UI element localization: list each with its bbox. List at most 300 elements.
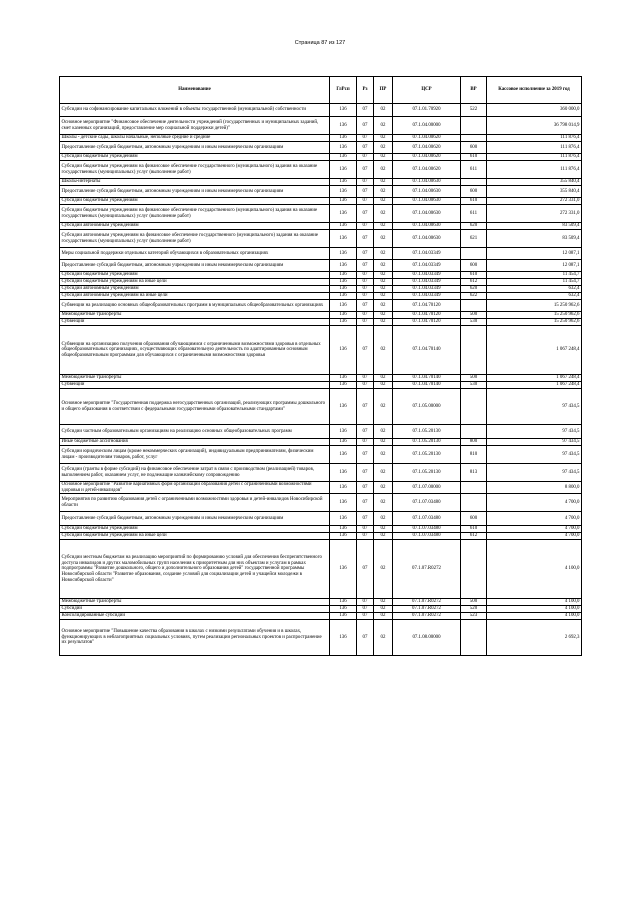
- cell-amount: 36 798 014,9: [487, 117, 582, 135]
- cell-rz: 07: [357, 223, 374, 230]
- table-row: [60, 382, 582, 389]
- cell-glrsp: 136: [330, 300, 357, 312]
- cell-csr: 07.1.04.00000: [393, 117, 461, 135]
- cell-vr: 500: [461, 375, 487, 382]
- cell-name: Предоставление субсидий бюджетным, автономным учреждениям и иным некоммерческим организациям: [60, 186, 330, 198]
- cell-pr: 02: [374, 179, 393, 186]
- cell-pr: 02: [374, 533, 393, 540]
- cell-glrsp: 136: [330, 620, 357, 656]
- table-row: [60, 179, 582, 186]
- table-row: [60, 482, 582, 494]
- cell-name: Межбюджетные трансферты: [60, 375, 330, 382]
- table-row: [60, 154, 582, 161]
- cell-vr: [461, 494, 487, 512]
- cell-csr: 07.1.07.03480: [393, 526, 461, 533]
- cell-name: Субсидии бюджетным учреждениям: [60, 526, 330, 533]
- cell-pr: 02: [374, 464, 393, 482]
- cell-name: Субсидии бюджетным учреждениям на иные цели: [60, 533, 330, 540]
- cell-csr: 07.1.05.20130: [393, 446, 461, 464]
- cell-pr: 02: [374, 326, 393, 375]
- cell-amount: 355 840,4: [487, 179, 582, 186]
- cell-name: Предоставление субсидий бюджетным, автономным учреждениям и иным некоммерческим организациям: [60, 260, 330, 272]
- cell-pr: 02: [374, 161, 393, 179]
- cell-name: Межбюджетные трансферты: [60, 312, 330, 319]
- cell-vr: 800: [461, 439, 487, 446]
- table-row: [60, 512, 582, 526]
- cell-amount: 12 087,1: [487, 260, 582, 272]
- header-rz: Рз: [357, 77, 374, 104]
- table-row: [60, 272, 582, 279]
- cell-amount: 11 454,7: [487, 272, 582, 279]
- cell-glrsp: 136: [330, 293, 357, 300]
- cell-csr: 07.1.04.70120: [393, 300, 461, 312]
- cell-pr: 02: [374, 482, 393, 494]
- cell-pr: 02: [374, 606, 393, 613]
- cell-pr: 02: [374, 230, 393, 248]
- table-row: [60, 260, 582, 272]
- cell-amount: 4 700,0: [487, 526, 582, 533]
- table-row: [60, 230, 582, 248]
- cell-amount: 1 067 248,4: [487, 382, 582, 389]
- cell-name: Субсидии бюджетным учреждениям на финансовое обеспечение государственного (муниципального) задания на оказание государственных (муниципальных) услуг (выполнение работ): [60, 161, 330, 179]
- cell-vr: 522: [461, 104, 487, 117]
- cell-vr: 530: [461, 319, 487, 326]
- table-row: [60, 375, 582, 382]
- cell-name: Субвенции на организацию получения образования обучающимися с ограниченными возможностями здоровья в отдельных общеобразовательных организациях, осуществляющих образовательную деятельность по адаптированным основным общеобразовательным программам для обучающихся с ограниченными возможностями здоровья: [60, 326, 330, 375]
- cell-glrsp: 136: [330, 425, 357, 439]
- cell-rz: 07: [357, 248, 374, 260]
- cell-glrsp: 136: [330, 494, 357, 512]
- cell-amount: 2 692,3: [487, 620, 582, 656]
- cell-glrsp: 136: [330, 186, 357, 198]
- cell-csr: 07.1.04.00630: [393, 205, 461, 223]
- cell-vr: 611: [461, 161, 487, 179]
- cell-rz: 07: [357, 312, 374, 319]
- cell-rz: 07: [357, 439, 374, 446]
- cell-pr: 02: [374, 286, 393, 293]
- cell-rz: 07: [357, 293, 374, 300]
- cell-rz: 07: [357, 286, 374, 293]
- cell-name: Субсидии юридическим лицам (кроме некоммерческих организаций), индивидуальным предпринимателям, физическим лицам - производителям товаров, работ, услуг: [60, 446, 330, 464]
- cell-amount: 4 100,0: [487, 540, 582, 599]
- cell-csr: 07.1.05.20130: [393, 464, 461, 482]
- cell-vr: 621: [461, 230, 487, 248]
- table-row: [60, 425, 582, 439]
- cell-glrsp: 136: [330, 613, 357, 620]
- cell-csr: 07.1.04.00620: [393, 161, 461, 179]
- cell-name: Основное мероприятие "Повышение качества образования в школах с низкими результатами обучения и в школах, функционирующих в неблагоприятных социальных условиях, путем реализации региональных проектов и распространение их результатов": [60, 620, 330, 656]
- cell-csr: 07.1.04.00630: [393, 223, 461, 230]
- cell-name: Субсидии автономным учреждениям: [60, 286, 330, 293]
- cell-csr: 07.1.04.00620: [393, 142, 461, 154]
- cell-csr: 07.1.04.70140: [393, 326, 461, 375]
- cell-pr: 02: [374, 186, 393, 198]
- table-row: [60, 326, 582, 375]
- cell-glrsp: 136: [330, 223, 357, 230]
- cell-pr: 02: [374, 620, 393, 656]
- cell-csr: 07.1.04.03349: [393, 279, 461, 286]
- cell-vr: [461, 248, 487, 260]
- cell-name: Субсидии бюджетным учреждениям: [60, 272, 330, 279]
- cell-name: Субвенции: [60, 319, 330, 326]
- table-row: [60, 620, 582, 656]
- cell-vr: 612: [461, 533, 487, 540]
- table-row: [60, 186, 582, 198]
- cell-rz: 07: [357, 599, 374, 606]
- cell-rz: 07: [357, 482, 374, 494]
- cell-glrsp: 136: [330, 272, 357, 279]
- header-vr: ВР: [461, 77, 487, 104]
- cell-amount: 272 331,0: [487, 198, 582, 205]
- cell-glrsp: 136: [330, 382, 357, 389]
- cell-csr: 07.1.04.03349: [393, 286, 461, 293]
- cell-pr: 02: [374, 439, 393, 446]
- cell-pr: 02: [374, 319, 393, 326]
- cell-rz: 07: [357, 326, 374, 375]
- cell-glrsp: 136: [330, 230, 357, 248]
- table-header-row: [60, 77, 582, 104]
- cell-rz: 07: [357, 205, 374, 223]
- cell-vr: 523: [461, 613, 487, 620]
- cell-pr: 02: [374, 300, 393, 312]
- cell-pr: 02: [374, 613, 393, 620]
- cell-pr: 02: [374, 446, 393, 464]
- header-glrsp: ГлРсп: [330, 77, 357, 104]
- cell-csr: 07.1.07.R0272: [393, 613, 461, 620]
- cell-csr: 07.1.04.70140: [393, 375, 461, 382]
- table-row: [60, 533, 582, 540]
- cell-vr: 600: [461, 142, 487, 154]
- table-row: [60, 104, 582, 117]
- cell-pr: 02: [374, 599, 393, 606]
- cell-pr: 02: [374, 279, 393, 286]
- cell-amount: 4 700,0: [487, 494, 582, 512]
- cell-name: Субсидии: [60, 606, 330, 613]
- page-number-header: Страница 87 из 127: [294, 40, 346, 46]
- cell-rz: 07: [357, 161, 374, 179]
- cell-vr: 612: [461, 279, 487, 286]
- cell-rz: 07: [357, 494, 374, 512]
- budget-execution-table: [59, 76, 582, 656]
- cell-glrsp: 136: [330, 599, 357, 606]
- cell-vr: 622: [461, 293, 487, 300]
- cell-amount: 97 434,5: [487, 439, 582, 446]
- cell-vr: 620: [461, 286, 487, 293]
- cell-glrsp: 136: [330, 540, 357, 599]
- cell-vr: 500: [461, 312, 487, 319]
- table-row: [60, 286, 582, 293]
- cell-rz: 07: [357, 300, 374, 312]
- cell-rz: 07: [357, 135, 374, 142]
- cell-vr: 520: [461, 606, 487, 613]
- cell-csr: 07.1.04.03349: [393, 260, 461, 272]
- cell-csr: 07.1.05.00000: [393, 389, 461, 425]
- table-row: [60, 446, 582, 464]
- cell-name: Мероприятия по развитию образования детей с ограниченными возможностями здоровья и детей-инвалидов Новосибирской области: [60, 494, 330, 512]
- cell-amount: 4 100,0: [487, 613, 582, 620]
- table-row: [60, 464, 582, 482]
- cell-csr: 07.1.04.00620: [393, 154, 461, 161]
- cell-name: Предоставление субсидий бюджетным, автономным учреждениям и иным некоммерческим организациям: [60, 512, 330, 526]
- header-cash-execution: Кассовое исполнение за 2019 год: [487, 77, 582, 104]
- cell-glrsp: 136: [330, 142, 357, 154]
- cell-vr: [461, 117, 487, 135]
- cell-glrsp: 136: [330, 312, 357, 319]
- table-row: [60, 142, 582, 154]
- cell-name: Школы-интернаты: [60, 179, 330, 186]
- cell-pr: 02: [374, 512, 393, 526]
- cell-amount: 1 067 248,4: [487, 326, 582, 375]
- cell-name: Субсидии на софинансирование капитальных вложений в объекты государственной (муниципальной) собственности: [60, 104, 330, 117]
- cell-amount: 111 876,4: [487, 142, 582, 154]
- cell-name: Субсидии автономным учреждениям: [60, 223, 330, 230]
- cell-name: Субсидии бюджетным учреждениям: [60, 198, 330, 205]
- cell-amount: 4 100,0: [487, 606, 582, 613]
- cell-glrsp: 136: [330, 326, 357, 375]
- cell-rz: 07: [357, 375, 374, 382]
- cell-glrsp: 136: [330, 104, 357, 117]
- cell-amount: 632,4: [487, 286, 582, 293]
- cell-amount: 11 454,7: [487, 279, 582, 286]
- cell-name: Консолидированные субсидии: [60, 613, 330, 620]
- cell-vr: 610: [461, 154, 487, 161]
- table-row: [60, 389, 582, 425]
- cell-pr: 02: [374, 142, 393, 154]
- cell-csr: 07.1.04.00630: [393, 179, 461, 186]
- cell-amount: 15 250 962,6: [487, 300, 582, 312]
- cell-vr: [461, 540, 487, 599]
- cell-pr: 02: [374, 117, 393, 135]
- cell-glrsp: 136: [330, 389, 357, 425]
- table-row: [60, 198, 582, 205]
- cell-name: Субсидии частным образовательным организациям на реализацию основных общеобразовательных программ: [60, 425, 330, 439]
- cell-csr: 07.1.04.00630: [393, 230, 461, 248]
- cell-glrsp: 136: [330, 117, 357, 135]
- cell-rz: 07: [357, 526, 374, 533]
- cell-pr: 02: [374, 526, 393, 533]
- cell-pr: 02: [374, 272, 393, 279]
- cell-csr: 07.1.07.00000: [393, 482, 461, 494]
- cell-csr: 07.1.04.70120: [393, 312, 461, 319]
- cell-amount: 12 087,1: [487, 248, 582, 260]
- table-body: [60, 104, 582, 656]
- cell-name: Межбюджетные трансферты: [60, 599, 330, 606]
- cell-vr: [461, 425, 487, 439]
- cell-glrsp: 136: [330, 512, 357, 526]
- table-row: [60, 223, 582, 230]
- cell-name: Субсидии (гранты в форме субсидий) на финансовое обеспечение затрат в связи с производством (реализацией) товаров, выполнением работ, оказанием услуг, не подлежащие казначейскому сопровождению: [60, 464, 330, 482]
- cell-amount: 4 700,0: [487, 533, 582, 540]
- cell-pr: 02: [374, 223, 393, 230]
- table-row: [60, 300, 582, 312]
- cell-glrsp: 136: [330, 135, 357, 142]
- cell-pr: 02: [374, 248, 393, 260]
- cell-rz: 07: [357, 179, 374, 186]
- cell-amount: 4 700,0: [487, 512, 582, 526]
- cell-glrsp: 136: [330, 533, 357, 540]
- cell-name: Субвенции: [60, 382, 330, 389]
- cell-vr: [461, 482, 487, 494]
- cell-amount: 97 434,5: [487, 389, 582, 425]
- cell-rz: 07: [357, 540, 374, 599]
- cell-csr: 07.1.04.03349: [393, 272, 461, 279]
- cell-name: Субсидии бюджетным учреждениям на финансовое обеспечение государственного (муниципального) задания на оказание государственных (муниципальных) услуг (выполнение работ): [60, 205, 330, 223]
- cell-vr: 600: [461, 512, 487, 526]
- cell-csr: 07.1.04.03349: [393, 248, 461, 260]
- cell-amount: 111 876,4: [487, 135, 582, 142]
- header-name: Наименование: [60, 77, 330, 104]
- cell-amount: 111 876,4: [487, 154, 582, 161]
- cell-vr: 500: [461, 599, 487, 606]
- table-row: [60, 494, 582, 512]
- cell-name: Субсидии бюджетным учреждениям на иные цели: [60, 279, 330, 286]
- cell-rz: 07: [357, 620, 374, 656]
- cell-amount: 97 434,5: [487, 425, 582, 439]
- cell-amount: 15 250 962,6: [487, 312, 582, 319]
- cell-pr: 02: [374, 260, 393, 272]
- cell-vr: [461, 135, 487, 142]
- table-row: [60, 161, 582, 179]
- cell-glrsp: 136: [330, 375, 357, 382]
- cell-csr: 07.1.04.03349: [393, 293, 461, 300]
- cell-rz: 07: [357, 272, 374, 279]
- table-row: [60, 117, 582, 135]
- table-row: [60, 293, 582, 300]
- cell-glrsp: 136: [330, 482, 357, 494]
- cell-vr: [461, 326, 487, 375]
- cell-pr: 02: [374, 104, 393, 117]
- cell-pr: 02: [374, 205, 393, 223]
- cell-amount: 1 067 248,4: [487, 375, 582, 382]
- cell-glrsp: 136: [330, 154, 357, 161]
- cell-csr: 07.1.05.20130: [393, 425, 461, 439]
- cell-pr: 02: [374, 494, 393, 512]
- header-pr: ПР: [374, 77, 393, 104]
- cell-glrsp: 136: [330, 526, 357, 533]
- table-row: [60, 312, 582, 319]
- table-row: [60, 135, 582, 142]
- cell-amount: 8 800,0: [487, 482, 582, 494]
- cell-glrsp: 136: [330, 260, 357, 272]
- cell-rz: 07: [357, 279, 374, 286]
- cell-csr: 07.1.04.70120: [393, 319, 461, 326]
- cell-csr: 07.1.07.R0272: [393, 599, 461, 606]
- cell-amount: 4 100,0: [487, 599, 582, 606]
- cell-glrsp: 136: [330, 248, 357, 260]
- cell-csr: 07.1.04.00630: [393, 198, 461, 205]
- table-row: [60, 613, 582, 620]
- cell-amount: 111 876,4: [487, 161, 582, 179]
- cell-vr: 600: [461, 260, 487, 272]
- cell-glrsp: 136: [330, 464, 357, 482]
- cell-name: Предоставление субсидий бюджетным, автономным учреждениям и иным некоммерческим организациям: [60, 142, 330, 154]
- table-row: [60, 599, 582, 606]
- cell-glrsp: 136: [330, 446, 357, 464]
- cell-csr: 07.1.07.R0272: [393, 606, 461, 613]
- table-row: [60, 319, 582, 326]
- cell-name: Субсидии местным бюджетам на реализацию мероприятий по формированию условий для обеспечения беспрепятственного доступа инвалидов и других маломобильных групп населения к приоритетным для них объектам и услугам в рамках подпрограммы "Развитие дошкольного, общего и дополнительного образования детей" государственной программы Новосибирской области "Развитие образования, создание условий для социализации детей и учащейся молодежи в Новосибирской области": [60, 540, 330, 599]
- cell-amount: 355 840,4: [487, 186, 582, 198]
- table-row: [60, 205, 582, 223]
- cell-vr: [461, 389, 487, 425]
- cell-glrsp: 136: [330, 179, 357, 186]
- table-row: [60, 526, 582, 533]
- cell-csr: 07.1.07.R0272: [393, 540, 461, 599]
- cell-name: Иные бюджетные ассигнования: [60, 439, 330, 446]
- cell-amount: 632,4: [487, 293, 582, 300]
- cell-vr: 620: [461, 223, 487, 230]
- cell-glrsp: 136: [330, 205, 357, 223]
- cell-glrsp: 136: [330, 439, 357, 446]
- cell-name: Субсидии автономным учреждениям на финансовое обеспечение государственного (муниципального) задания на оказание государственных (муниципальных) услуг (выполнение работ): [60, 230, 330, 248]
- cell-vr: 810: [461, 446, 487, 464]
- cell-name: Основное мероприятие "Финансовое обеспечение деятельности учреждений (государственных и муниципальных заданий, смет казенных организаций, предоставление мер социальной поддержки детей)": [60, 117, 330, 135]
- cell-glrsp: 136: [330, 198, 357, 205]
- cell-rz: 07: [357, 464, 374, 482]
- cell-csr: 07.1.04.00620: [393, 135, 461, 142]
- cell-vr: 611: [461, 205, 487, 223]
- cell-pr: 02: [374, 540, 393, 599]
- cell-amount: 83 509,4: [487, 223, 582, 230]
- cell-amount: 272 331,0: [487, 205, 582, 223]
- cell-pr: 02: [374, 135, 393, 142]
- cell-csr: 07.1.08.00000: [393, 620, 461, 656]
- cell-amount: 15 250 962,6: [487, 319, 582, 326]
- cell-vr: 610: [461, 198, 487, 205]
- cell-vr: 610: [461, 526, 487, 533]
- cell-rz: 07: [357, 512, 374, 526]
- cell-pr: 02: [374, 425, 393, 439]
- cell-rz: 07: [357, 230, 374, 248]
- cell-name: Основное мероприятие "Государственная поддержка негосударственных организаций, реализующих программы дошкольного и общего образования в соответствии с федеральными государственными образовательными стандартами": [60, 389, 330, 425]
- cell-pr: 02: [374, 382, 393, 389]
- cell-glrsp: 136: [330, 319, 357, 326]
- cell-pr: 02: [374, 312, 393, 319]
- cell-name: Субсидии автономным учреждениям на иные цели: [60, 293, 330, 300]
- cell-pr: 02: [374, 293, 393, 300]
- cell-rz: 07: [357, 198, 374, 205]
- cell-rz: 07: [357, 186, 374, 198]
- cell-glrsp: 136: [330, 286, 357, 293]
- cell-csr: 07.1.07.03480: [393, 512, 461, 526]
- cell-glrsp: 136: [330, 606, 357, 613]
- cell-name: Субвенции на реализацию основных общеобразовательных программ в муниципальных общеобразовательных организациях: [60, 300, 330, 312]
- cell-csr: 07.1.07.03480: [393, 494, 461, 512]
- cell-csr: 07.1.04.00630: [393, 186, 461, 198]
- cell-vr: 600: [461, 186, 487, 198]
- cell-csr: 07.1.04.70140: [393, 382, 461, 389]
- cell-csr: 07.1.01.70920: [393, 104, 461, 117]
- cell-name: Школы - детские сады, школы начальные, неполные средние и средние: [60, 135, 330, 142]
- cell-amount: 97 434,5: [487, 446, 582, 464]
- cell-name: Меры социальной поддержки отдельных категорий обучающихся в образовательных организациях: [60, 248, 330, 260]
- cell-amount: 360 000,0: [487, 104, 582, 117]
- cell-rz: 07: [357, 446, 374, 464]
- cell-amount: 97 434,5: [487, 464, 582, 482]
- table-row: [60, 439, 582, 446]
- cell-rz: 07: [357, 154, 374, 161]
- cell-glrsp: 136: [330, 279, 357, 286]
- cell-pr: 02: [374, 389, 393, 425]
- cell-rz: 07: [357, 319, 374, 326]
- cell-rz: 07: [357, 613, 374, 620]
- cell-rz: 07: [357, 117, 374, 135]
- cell-vr: 813: [461, 464, 487, 482]
- cell-pr: 02: [374, 375, 393, 382]
- cell-rz: 07: [357, 425, 374, 439]
- cell-rz: 07: [357, 104, 374, 117]
- table-row: [60, 248, 582, 260]
